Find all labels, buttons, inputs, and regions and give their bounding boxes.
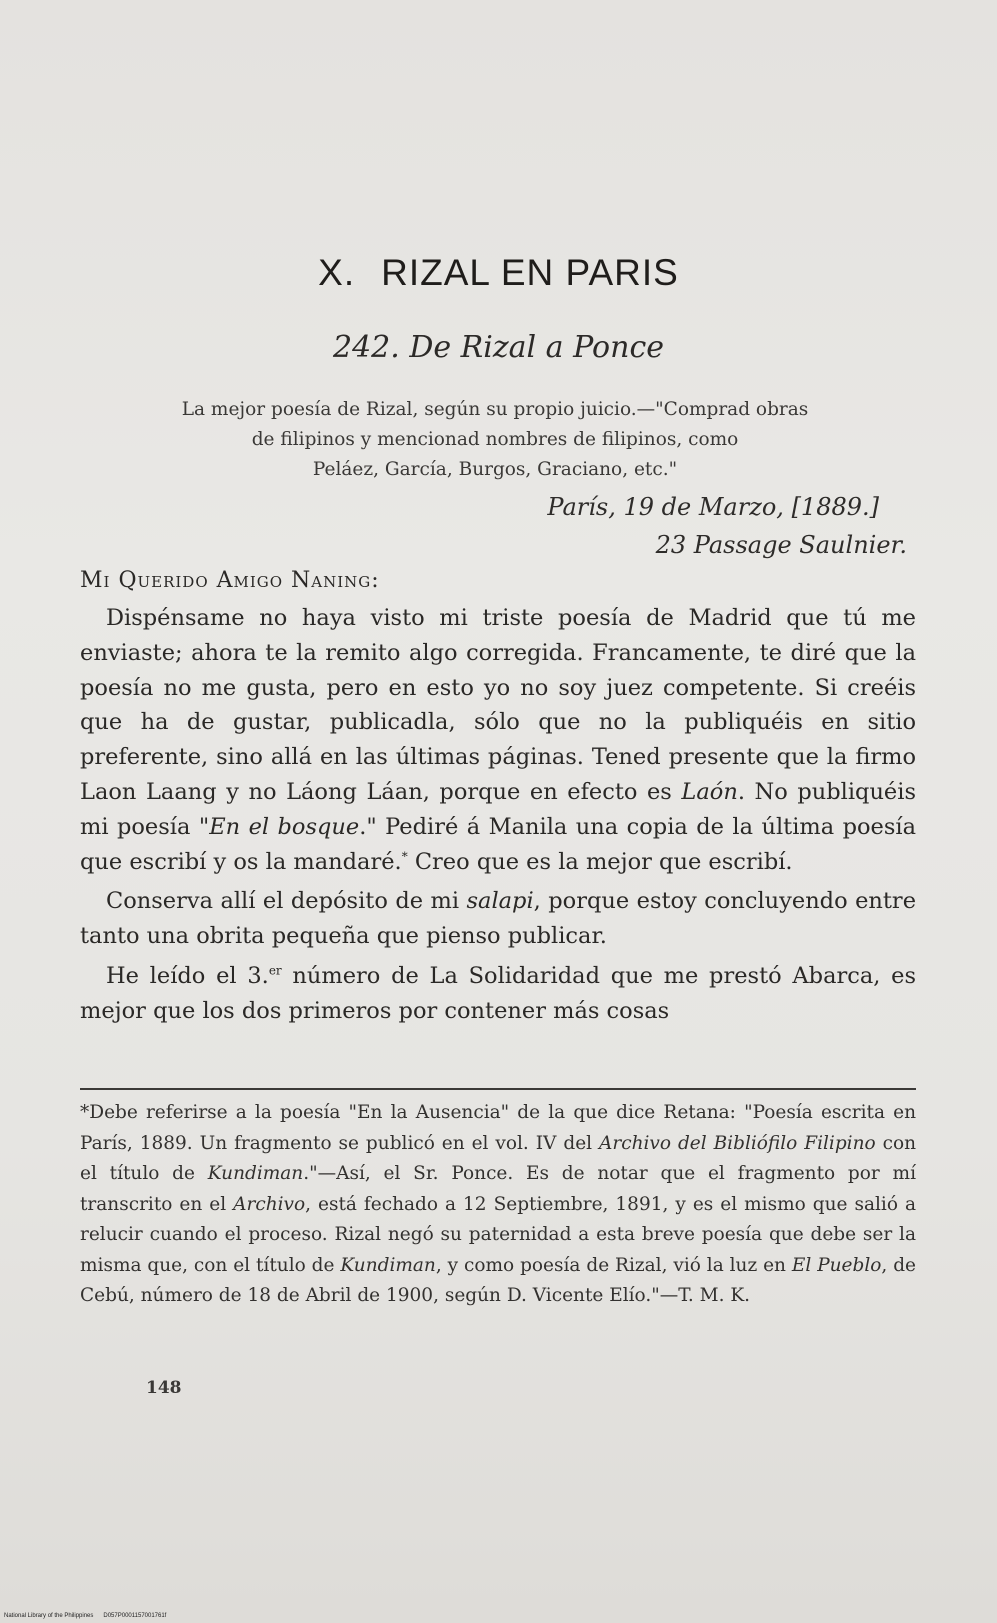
- letter-body: [80, 601, 916, 1034]
- chapter-title: [0, 252, 997, 294]
- summary-line: Peláez, García, Burgos, Graciano, etc.": [312, 459, 678, 480]
- chapter-number: X.: [318, 252, 356, 293]
- salutation: Mi Querido Amigo Naning:: [80, 568, 380, 593]
- letter-heading: 242. De Rizal a Ponce: [332, 330, 664, 365]
- ordinal-superscript: er: [268, 963, 282, 978]
- summary-line: La mejor poesía de Rizal, según su propio juicio.—"Comprad obras: [181, 399, 809, 420]
- microfilm-code: D057P0001157001761f: [103, 1613, 167, 1619]
- emphasis-salapi: salapi: [466, 888, 534, 915]
- page-number: 148: [146, 1378, 182, 1398]
- body-paragraph: He leído el 3.$^{er}$ número de La Solidaridad que me prestó Abarca, es mejor que los dos primeros por contener más cosas: [80, 962, 917, 1024]
- footnote: [80, 1098, 916, 1312]
- microfilm-label: [4, 1613, 166, 1619]
- chapter-name: RIZAL EN PARIS: [381, 252, 679, 293]
- body-paragraph: Conserva allí el depósito de mi salapi, porque estoy concluyendo entre tanto una obrita pequeña que pienso publicar.: [80, 888, 917, 950]
- letter-date: París, 19 de Marzo, [1889.]: [547, 493, 879, 521]
- summary-line: de filipinos y mencionad nombres de filipinos, como: [251, 429, 739, 450]
- library-credit: National Library of the Philippines: [4, 1613, 94, 1619]
- emphasis-laon: Laón: [681, 778, 738, 805]
- dateline: [547, 488, 907, 564]
- body-paragraph: Dispénsame no haya visto mi triste poesía de Madrid que tú me enviaste; ahora te la remito algo corregida. Francamente, te diré que la poesía no me gusta, pero en esto yo no soy juez competente. Si creéis que ha de gustar, publicadla, sólo que no la publiquéis en sitio preferente, sino allá en las últimas páginas. Tened presente que la firmo Laon Laang y no Láong Láan, porque en efecto es Laón. No publiquéis mi poesía "En el bosque." Pediré á Manila una copia de la última poesía que escribí y os la mandaré.* Creo que es la mejor que escribí.: [80, 605, 917, 875]
- letter-summary: [70, 395, 920, 485]
- emphasis-poem-title: En el bosque: [209, 813, 360, 840]
- footnote-marker: *: [401, 849, 408, 864]
- letter-address: 23 Passage Saulnier.: [655, 531, 907, 559]
- footnote-divider: [80, 1088, 916, 1090]
- footnote-text: *Debe referirse a la poesía "En la Ausencia" de la que dice Retana: "Poesía escrita en París, 1889. Un fragmento se publicó en el vol. IV del Archivo del Bibliófilo Filipino con el título de Kundiman."—Así, el Sr. Ponce. Es de notar que el fragmento por mí transcrito en el Archivo, está fechado a 12 Septiembre, 1891, y es el mismo que salió a relucir cuando el proceso. Rizal negó su paternidad a esta breve poesía que debe ser la misma que, con el título de Kundiman, y como poesía de Rizal, vió la luz en El Pueblo, de Cebú, número de 18 de Abril de 1900, según D. Vicente Elío."—T. M. K.: [80, 1102, 917, 1306]
